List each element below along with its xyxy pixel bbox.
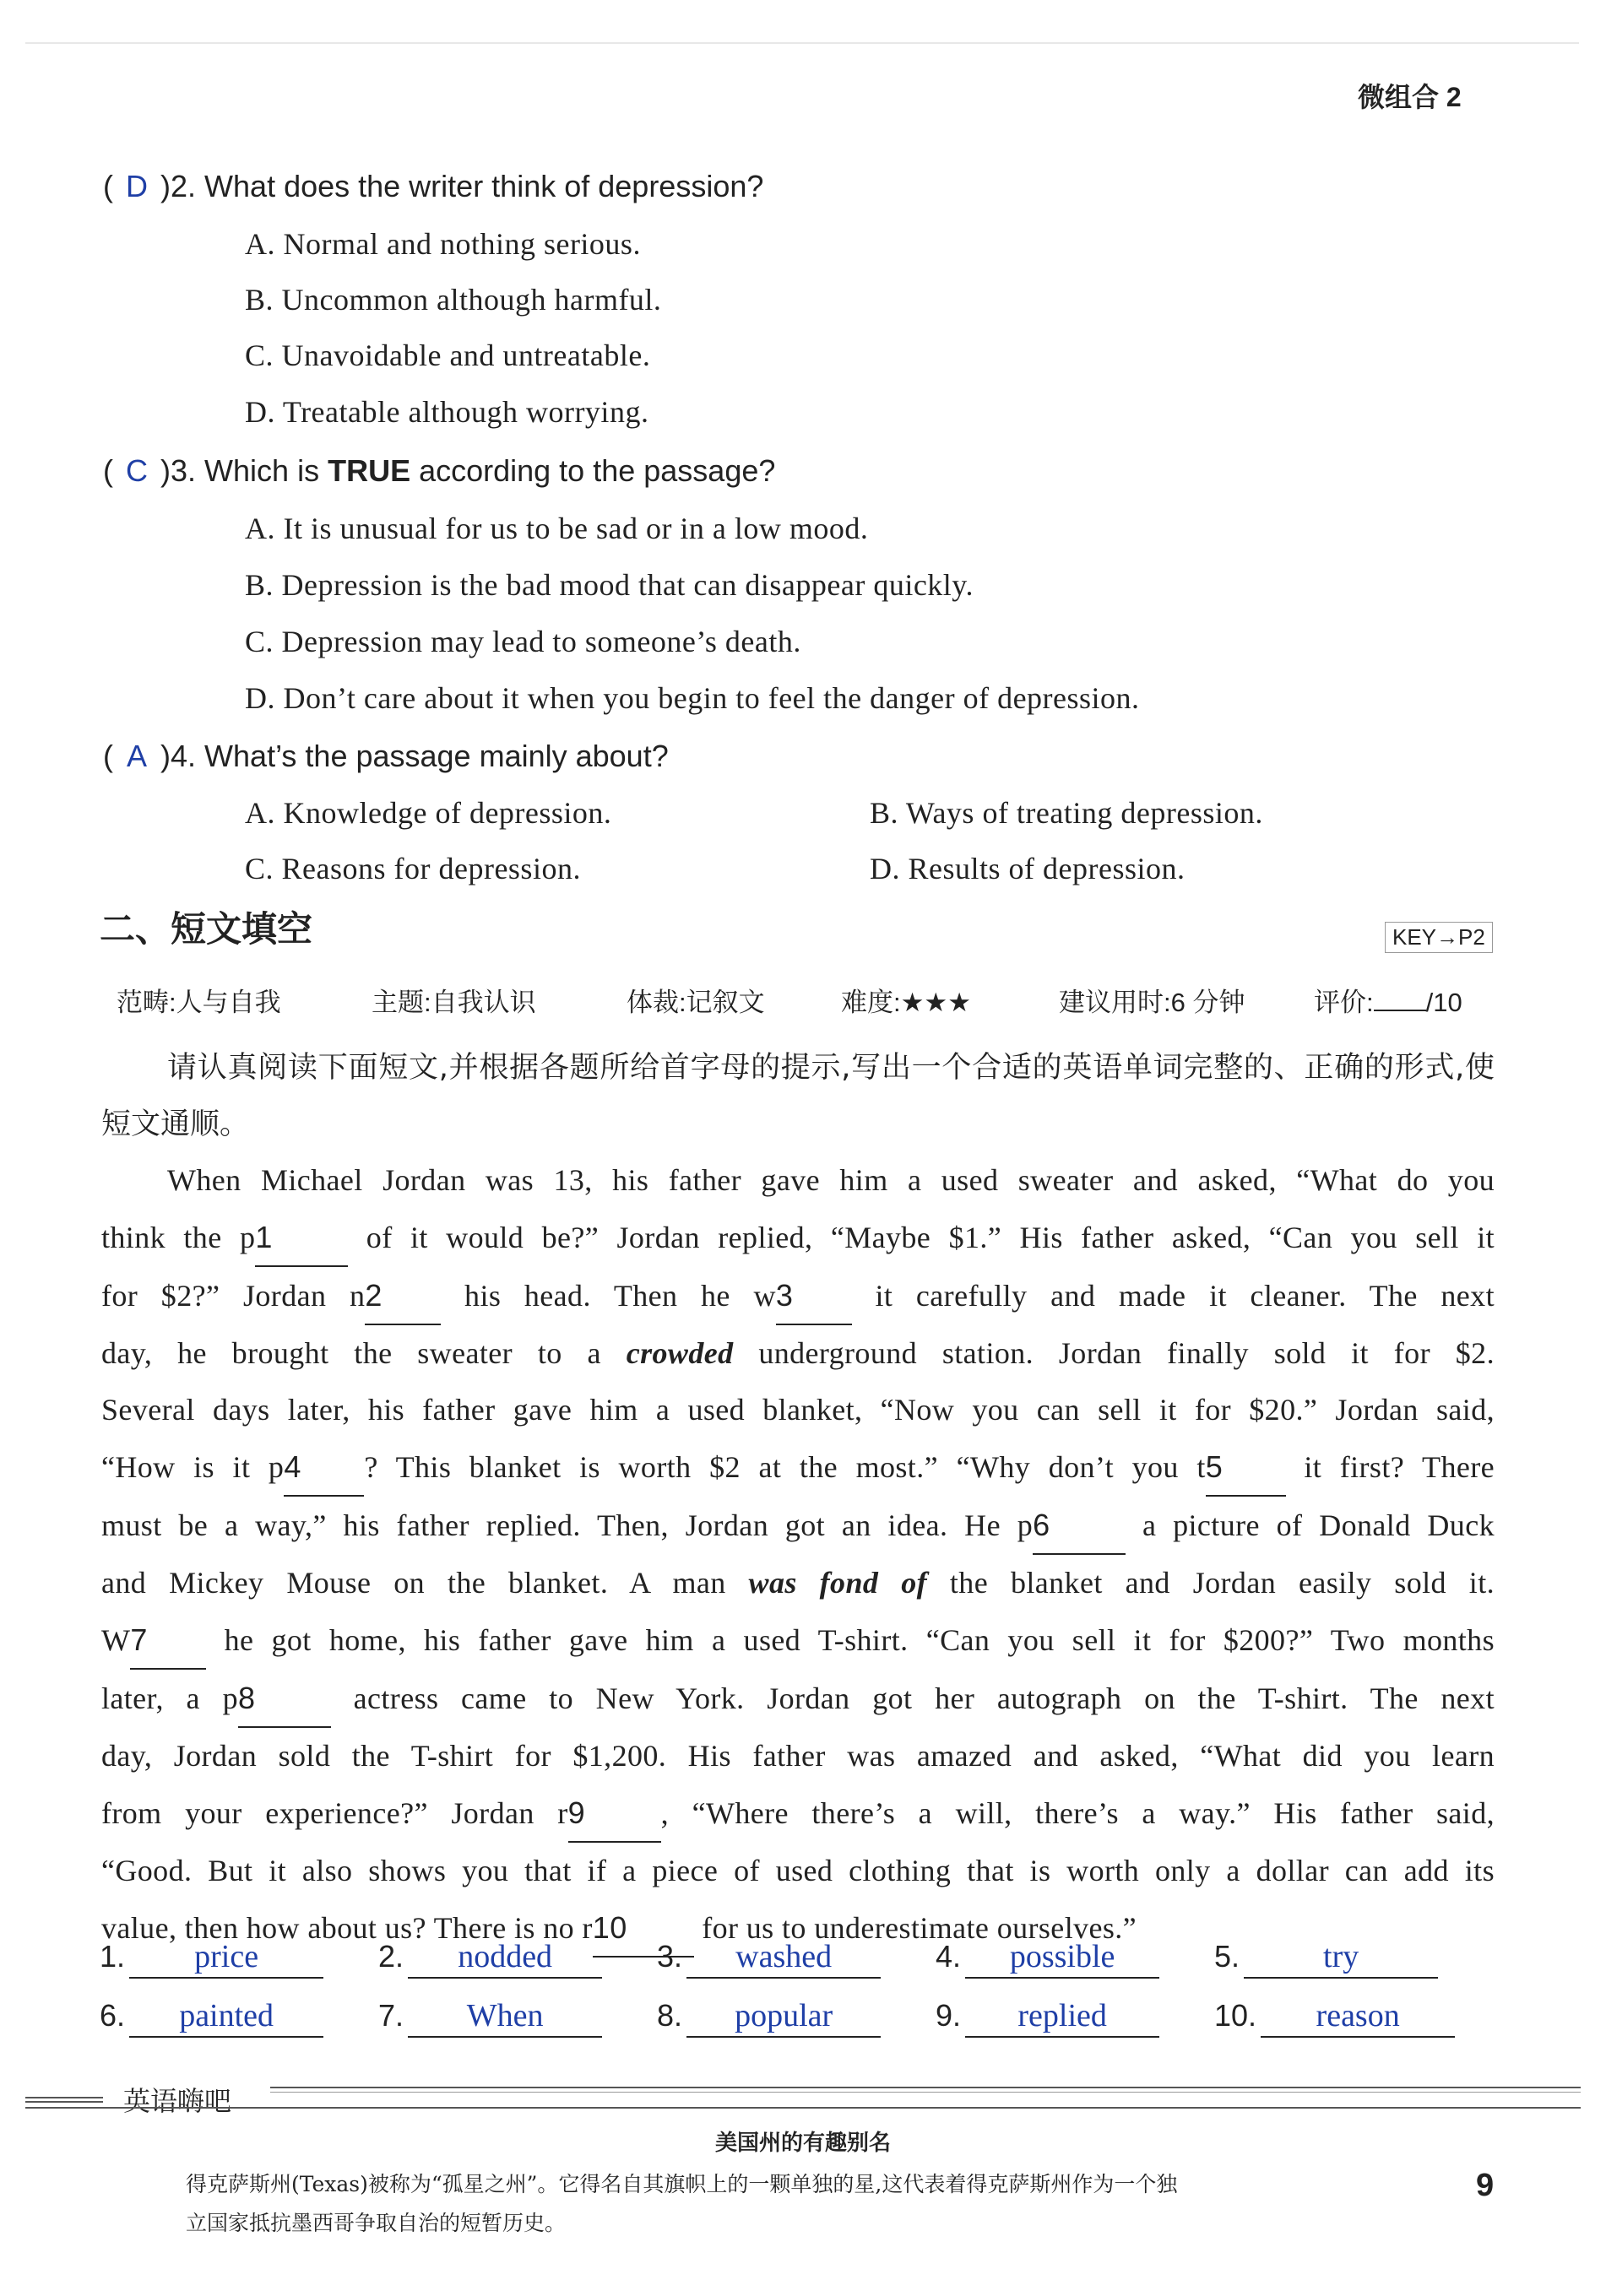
answer-6: 6. painted bbox=[100, 1997, 323, 2038]
footer-bottom-rule bbox=[25, 2107, 1581, 2109]
q2-option-d: D. Treatable although worrying. bbox=[245, 395, 649, 429]
passage-line: day, he brought the sweater to a crowded underground station. Jordan finally sold it for $2. bbox=[101, 1336, 1495, 1370]
blank-2: 2 bbox=[365, 1267, 441, 1325]
passage-line: and Mickey Mouse on the blanket. A man was fond of the blanket and Jordan easily sold it. bbox=[101, 1566, 1495, 1600]
footer-text-1: 得克萨斯州(Texas)被称为“孤星之州”。它得名自其旗帜上的一颗单独的星,这代表着得克萨斯州作为一个独 bbox=[186, 2172, 1178, 2196]
passage-line: must be a way,” his father replied. Then, Jordan got an idea. He p6 a picture of Donald Duck bbox=[101, 1497, 1495, 1555]
passage-line: Several days later, his father gave him a used blanket, “Now you can sell it for $20.” Jordan said, bbox=[101, 1393, 1495, 1427]
section-title: 二、短文填空 bbox=[100, 909, 313, 949]
meta-time: 建议用时:6 分钟 bbox=[1059, 988, 1245, 1017]
meta-category: 范畴:人与自我 bbox=[117, 988, 281, 1017]
answer-3: 3. washed bbox=[657, 1938, 881, 1979]
answer-mark: D bbox=[126, 169, 148, 203]
passage bbox=[101, 1152, 1495, 1958]
meta-theme: 主题:自我认识 bbox=[372, 988, 536, 1017]
answer-4: 4. possible bbox=[936, 1938, 1159, 1979]
question-3: ( C )3. Which is TRUE according to the passage? bbox=[103, 453, 776, 488]
q4-option-b: B. Ways of treating depression. bbox=[870, 796, 1263, 830]
q2-option-b: B. Uncommon although harmful. bbox=[245, 283, 662, 317]
key-reference: KEY→P2 bbox=[1385, 922, 1493, 953]
answer-mark: A bbox=[126, 739, 147, 773]
answer-row-1 bbox=[100, 1938, 1484, 1989]
blank-3: 3 bbox=[776, 1267, 852, 1325]
meta-genre: 体裁:记叙文 bbox=[627, 988, 765, 1017]
q4-option-d: D. Results of depression. bbox=[870, 852, 1186, 885]
answer-row-2 bbox=[100, 1997, 1484, 2048]
answer-5: 5. try bbox=[1214, 1938, 1438, 1979]
blank-5: 5 bbox=[1206, 1438, 1286, 1497]
q3-option-d: D. Don’t care about it when you begin to feel the danger of depression. bbox=[245, 681, 1140, 715]
meta-difficulty: 难度:★★★ bbox=[841, 988, 971, 1017]
page-number: 9 bbox=[1476, 2168, 1495, 2203]
blank-4: 4 bbox=[284, 1438, 364, 1497]
instruction: 请认真阅读下面短文,并根据各题所给首字母的提示,写出一个合适的英语单词完整的、正确的形式,使短文通顺。 bbox=[101, 1051, 1495, 1141]
answer-mark: C bbox=[126, 453, 148, 488]
footer-article-title: 美国州的有趣别名 bbox=[714, 2130, 891, 2155]
question-2: ( D )2. What does the writer think of depression? bbox=[103, 169, 764, 203]
question-4: ( A )4. What’s the passage mainly about? bbox=[103, 739, 669, 773]
answer-2: 2. nodded bbox=[378, 1938, 602, 1979]
header-divider bbox=[25, 42, 1579, 44]
answer-9: 9. replied bbox=[936, 1997, 1159, 2038]
passage-line: day, Jordan sold the T-shirt for $1,200. His father was amazed and asked, “What did you learn bbox=[101, 1739, 1495, 1773]
blank-9: 9 bbox=[568, 1784, 661, 1843]
q2-option-c: C. Unavoidable and untreatable. bbox=[245, 338, 651, 372]
blank-8: 8 bbox=[238, 1670, 331, 1728]
section-label: 微组合 2 bbox=[1358, 82, 1462, 112]
passage-line: later, a p8 actress came to New York. Jordan got her autograph on the T-shirt. The next bbox=[101, 1670, 1495, 1728]
passage-line: value, then how about us? There is no r10 for us to underestimate ourselves.” bbox=[101, 1899, 1495, 1958]
blank-1: 1 bbox=[255, 1209, 348, 1267]
passage-line: W7 he got home, his father gave him a used T-shirt. “Can you sell it for $200?” Two months bbox=[101, 1611, 1495, 1670]
footer-rule-left bbox=[25, 2097, 103, 2103]
q4-option-a: A. Knowledge of depression. bbox=[245, 796, 612, 830]
passage-line: for $2?” Jordan n2 his head. Then he w3 it carefully and made it cleaner. The next bbox=[101, 1267, 1495, 1325]
q4-option-c: C. Reasons for depression. bbox=[245, 852, 581, 885]
footer-rule-right-2 bbox=[270, 2092, 1581, 2093]
footer-rule-right bbox=[270, 2087, 1581, 2088]
answer-8: 8. popular bbox=[657, 1997, 881, 2038]
q3-option-b: B. Depression is the bad mood that can disappear quickly. bbox=[245, 568, 974, 602]
passage-line: “How is it p4 ? This blanket is worth $2 at the most.” “Why don’t you t5 it first? There bbox=[101, 1438, 1495, 1497]
blank-7: 7 bbox=[130, 1611, 206, 1670]
blank-10: 10 bbox=[593, 1899, 694, 1958]
passage-line: think the p1 of it would be?” Jordan replied, “Maybe $1.” His father asked, “Can you sell it bbox=[101, 1209, 1495, 1267]
q3-option-a: A. It is unusual for us to be sad or in a low mood. bbox=[245, 512, 869, 545]
blank-6: 6 bbox=[1033, 1497, 1126, 1555]
q3-option-c: C. Depression may lead to someone’s death. bbox=[245, 625, 801, 658]
passage-line: “Good. But it also shows you that if a piece of used clothing that is worth only a dollar can add its bbox=[101, 1854, 1495, 1887]
footer-column-title: 英语嗨吧 bbox=[123, 2086, 232, 2116]
q2-option-a: A. Normal and nothing serious. bbox=[245, 227, 641, 261]
answer-7: 7. When bbox=[378, 1997, 602, 2038]
footer-text-2: 立国家抵抗墨西哥争取自治的短暂历史。 bbox=[186, 2211, 567, 2235]
passage-line: When Michael Jordan was 13, his father gave him a used sweater and asked, “What do you bbox=[167, 1163, 1495, 1197]
meta-score: 评价: /10 bbox=[1314, 988, 1462, 1017]
answer-1: 1. price bbox=[100, 1938, 323, 1979]
answer-10: 10. reason bbox=[1214, 1997, 1455, 2038]
passage-line: from your experience?” Jordan r9 , “Where there’s a will, there’s a way.” His father said, bbox=[101, 1784, 1495, 1843]
